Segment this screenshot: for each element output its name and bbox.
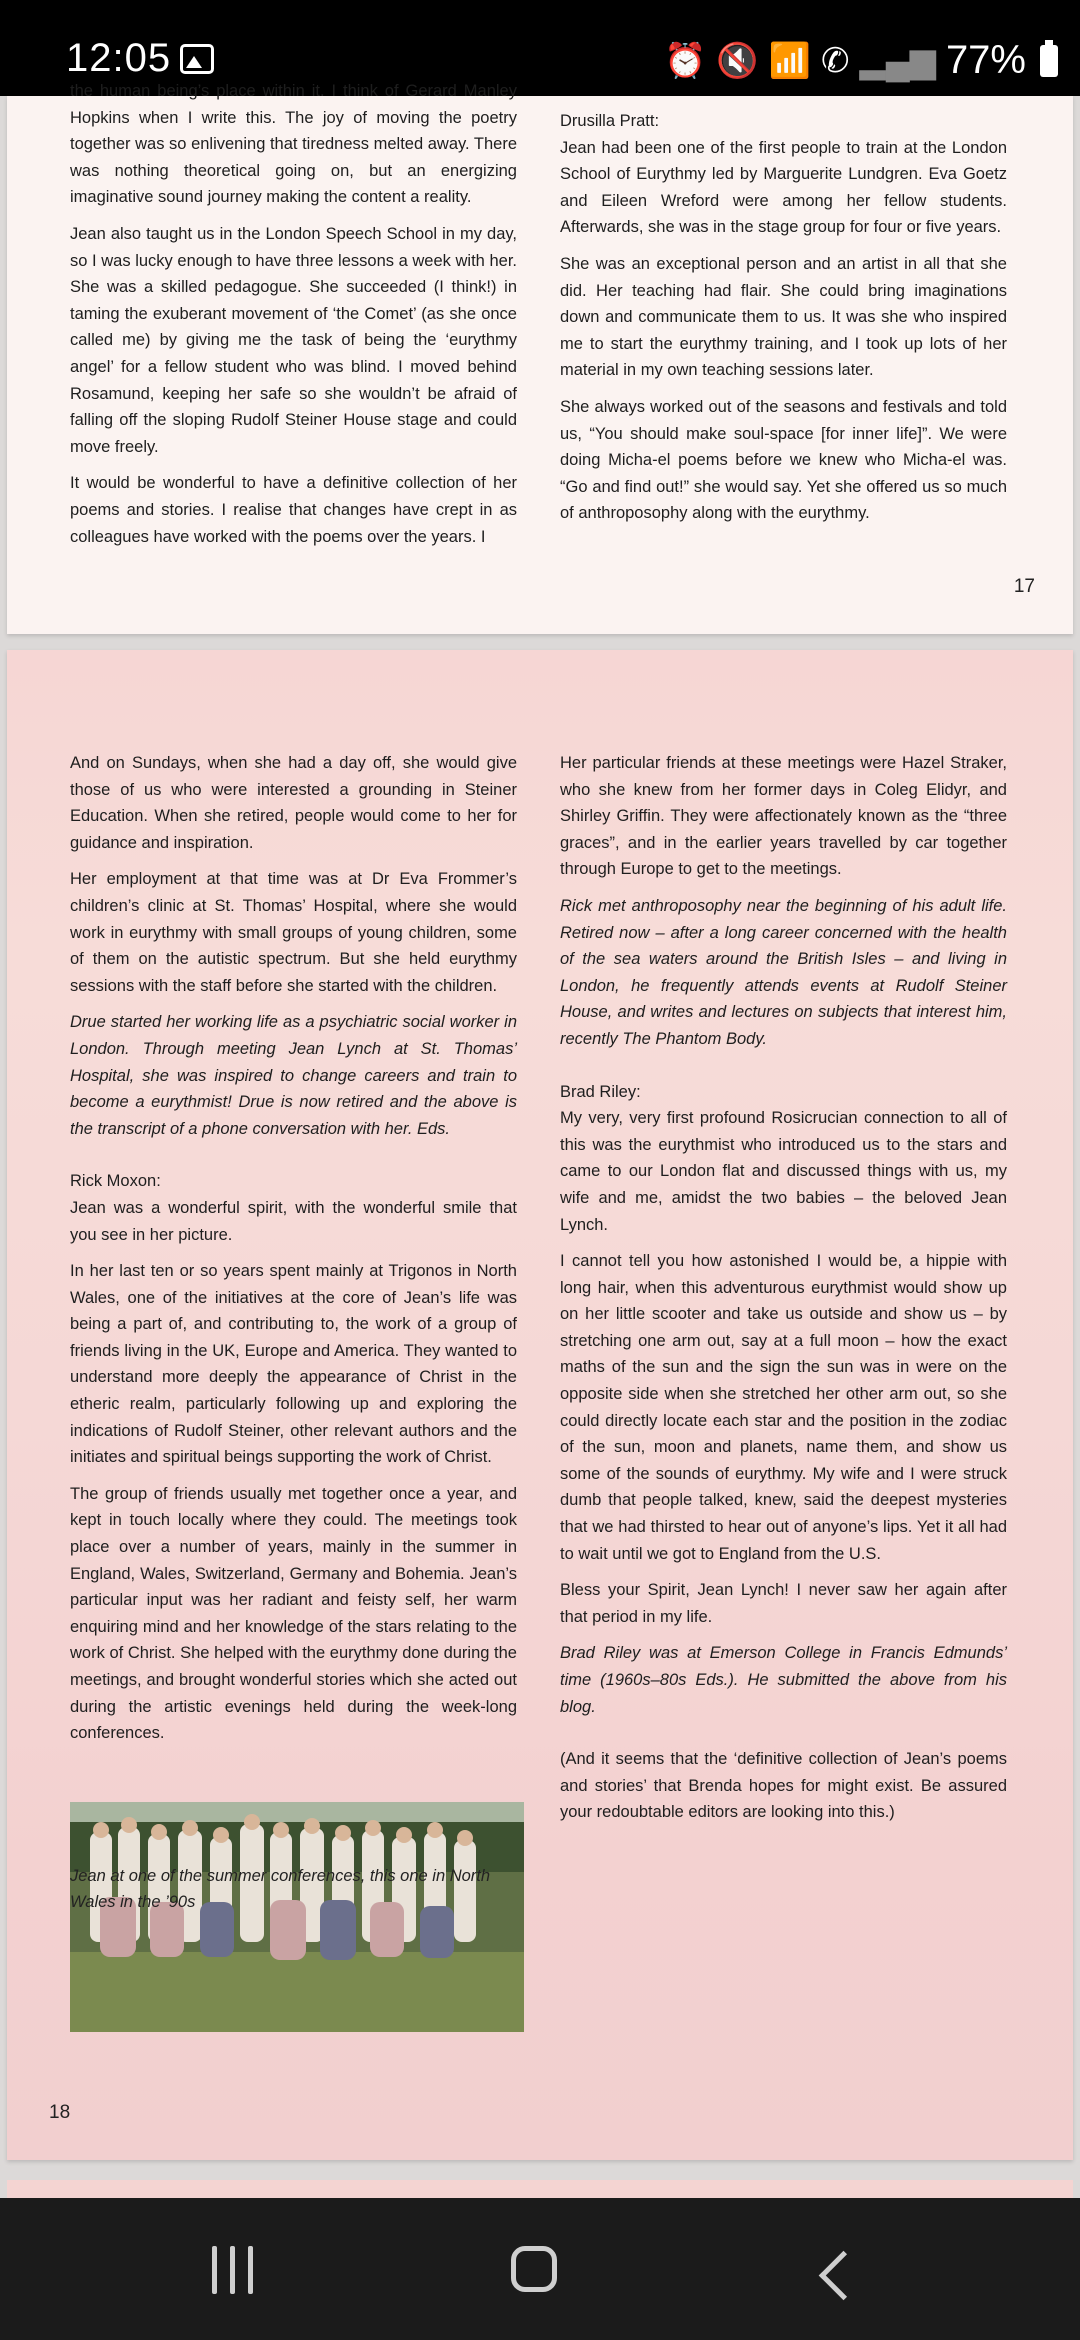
group-photo — [70, 1802, 524, 2032]
page17-right-column — [560, 108, 1007, 537]
paragraph: (And it seems that the ‘definitive collection of Jean’s poems and stories’ that Brenda hopes for might exist. Be assured your redoubtable editors are looking into this.) — [560, 1750, 1007, 1822]
paragraph: In her last ten or so years spent mainly at Trigonos in North Wales, one of the initiatives at the core of Jean’s life was being a part of, and contributing to, the work of a group of friends living in the UK, Europe and America. They wanted to understand more deeply the appearance of Christ in the etheric realm, particularly following up and exploring the indications of Rudolf Steiner, other relevant authors and the initiates and spiritual beings supporting the work of Christ. — [70, 1262, 517, 1467]
page-17 — [7, 82, 1073, 634]
wifi-icon: 📶 — [768, 41, 812, 80]
alarm-icon: ⏰ — [664, 41, 707, 80]
paragraph: Her employment at that time was at Dr Eva Frommer’s children’s clinic at St. Thomas’ Hospital, where she would work in eurythmy with small groups of young children, some of them on the autistic spectrum. But she held eurythmy sessions with the staff before she started with the children. — [70, 870, 517, 995]
signal-icon: ▂▄▆ — [859, 41, 936, 80]
paragraph: My very, very first profound Rosicrucian connection to all of this was the eurythmist who introduced us to the stars and came to our London flat and discussed things with us, my wife and me, amidst the two babies – the beloved Jean Lynch. — [560, 1109, 1007, 1234]
page-number: 17 — [1013, 576, 1035, 597]
paragraph: Jean had been one of the first people to train at the London School of Eurythmy led by Marguerite Lundgren. Eva Goetz and Eileen Wreford were among her fellow students. Afterwards, she was in the stage group for four or five years. — [560, 138, 1007, 237]
back-icon[interactable] — [819, 2251, 868, 2300]
author-name: Drusilla Pratt: — [560, 112, 660, 130]
battery-icon — [1040, 45, 1058, 77]
mute-icon: 🔇 — [716, 41, 759, 80]
status-icons — [664, 38, 1058, 83]
author-name: Rick Moxon: — [70, 1172, 161, 1191]
battery-level: 77% — [945, 38, 1026, 82]
page17-left-column — [70, 78, 517, 560]
home-icon[interactable] — [511, 2246, 557, 2292]
image-icon — [180, 44, 214, 74]
page-18 — [7, 650, 1073, 2160]
paragraph: the human being’s place within it. I think of Gerard Manley Hopkins when I write this. The joy of moving the poetry together was so enlivening that tiredness melted away. There was nothing theoretical going on, but an energizing imaginative sound journey making the content a reality. — [70, 82, 517, 207]
recents-icon[interactable] — [212, 2246, 266, 2298]
page-number: 18 — [49, 2102, 71, 2123]
editor-note: Rick met anthroposophy near the beginning of his adult life. Retired now – after a long career concerned with the health of the sea waters around the British Isles – and living in London, he frequently attends events at Rudolf Steiner House, and writes and lectures on subjects that interest him, recently The Phantom Body. — [560, 896, 1007, 1048]
wifi-call-icon: ✆ — [821, 41, 850, 80]
paragraph: Bless your Spirit, Jean Lynch! I never saw her again after that period in my life. — [560, 1581, 1007, 1626]
page18-left-column — [70, 750, 517, 1757]
paragraph: Her particular friends at these meetings were Hazel Straker, who she knew from her former days in Coleg Elidyr, and Shirley Griffin. They were affectionately known as the “three graces”, and in the earlier years travelled by car together through Europe to get to the meetings. — [560, 754, 1007, 879]
paragraph: Jean also taught us in the London Speech School in my day, so I was lucky enough to have three lessons a week with her. She was a skilled pedagogue. She succeeded (I think!) in taming the exuberant movement of ‘the Comet’ (as she once called me) by giving me the task of being the ‘eurythmy angel’ for a fellow student who was blind. I moved behind Rosamund, keeping her safe so she wouldn’t be afraid of falling off the sloping Rudolf Steiner House stage and could move freely. — [70, 224, 517, 456]
navigation-bar — [0, 2198, 1080, 2340]
paragraph: She was an exceptional person and an artist in all that she did. Her teaching had flair. She could bring imaginations down and communicate them to us. It was she who inspired me to start the eurythmy training, and I took up lots of her material in my own teaching sessions later. — [560, 254, 1007, 380]
clock: 12:05 — [66, 36, 172, 80]
paragraph: It would be wonderful to have a definitive collection of her poems and stories. I realise that changes have crept in as colleagues have worked with the poems over the years. I — [70, 474, 517, 546]
paragraph: And on Sundays, when she had a day off, she would give those of us who were interested a grounding in Steiner Education. When she retired, people would come to her for guidance and inspiration. — [70, 754, 517, 852]
photo-caption: Jean at one of the summer conferences, this one in North Wales in the ’90s — [70, 1867, 491, 1911]
paragraph: Jean was a wonderful spirit, with the wonderful smile that you see in her picture. — [70, 1198, 517, 1244]
editor-note: Brad Riley was at Emerson College in Francis Edmunds’ time (1960s–80s Eds.). He submitted the above from his blog. — [560, 1644, 1007, 1716]
editor-note: Drue started her working life as a psychiatric social worker in London. Through meeting Jean Lynch at St. Thomas’ Hospital, she was inspired to change careers and train to become a eurythmist! Drue is now retired and the above is the transcript of a phone conversation with her. Eds. — [70, 1013, 517, 1138]
author-name: Brad Riley: — [560, 1082, 641, 1101]
paragraph: I cannot tell you how astonished I would be, a hippie with long hair, when this adventurous eurythmist would show up on her little scooter and take us outside and show us – by stretching one arm out, say at a full moon – how the exact maths of the sun and the sign the sun was in were on the opposite side when she stretched her other arm out, so she could directly locate each star and the position in the zodiac of the sun, moon and planets, name them, and show us some of the sounds of eurythmy. My wife and I were struck dumb that people talked, knew, said the deepest mysteries that we had thirsted to hear out of anyone’s lips. Yet it all had to wait until we got to England from the U.S. — [560, 1252, 1007, 1563]
paragraph: The group of friends usually met together once a year, and kept in touch locally where they could. The meetings took place over a number of years, mainly in the summer in England, Wales, Switzerland, Germany and Bohemia. Jean’s particular input was her radiant and feisty self, her warm enquiring mind and her knowledge of the stars relating to the work of Christ. She helped with the eurythmy done during the meetings, and brought wonderful stories which she acted out during the artistic evenings held during the week-long conferences. — [70, 1484, 517, 1743]
paragraph: She always worked out of the seasons and festivals and told us, “You should make soul-space [for inner life]”. We were doing Micha-el poems before we knew who Micha-el was. “Go and find out!” she would say. Yet she offered us so much of anthroposophy along with the eurythmy. — [560, 397, 1007, 523]
page18-right-column — [560, 750, 1007, 1836]
